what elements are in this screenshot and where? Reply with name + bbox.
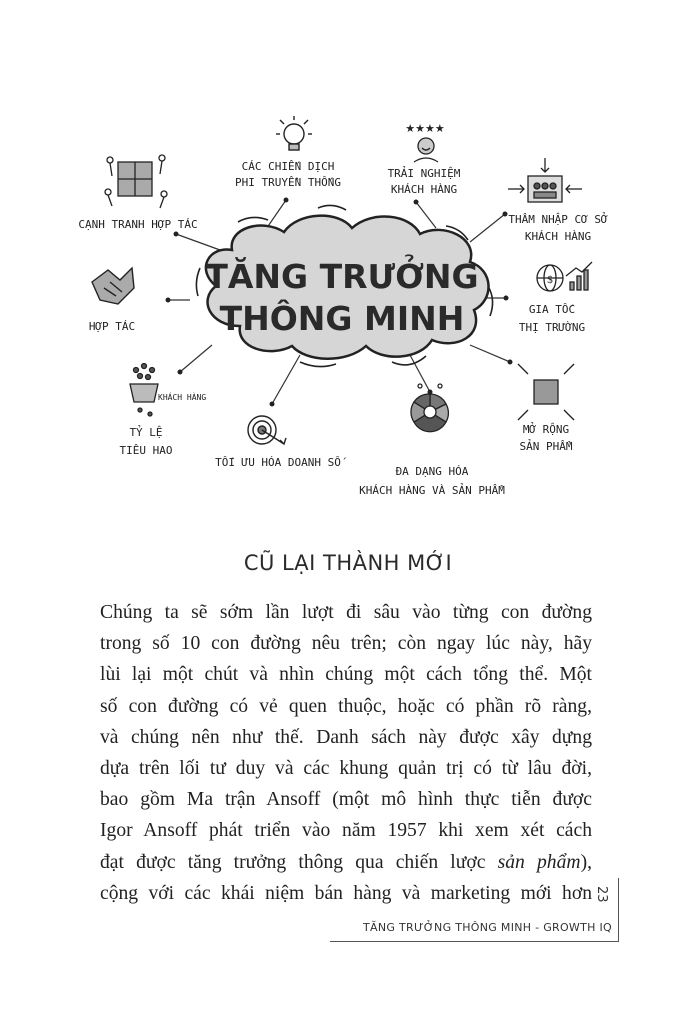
node-partnership: [89, 268, 135, 333]
target-icon: [248, 416, 286, 444]
node-penetration: [508, 158, 608, 243]
body-line: bao gồm Ma trận Ansoff (một mô hình thực tiễn được: [100, 789, 592, 811]
body-line-text: đạt được tăng trưởng thông qua chiến lược: [100, 851, 498, 873]
lightbulb-icon: [276, 116, 312, 150]
body-line: Igor Ansoff phát triển vào năm 1957 khi xem xét cách: [100, 820, 592, 842]
body-line: và chúng nên như thế. Danh sách này được xây dựng: [100, 726, 592, 748]
node-product-expansion: [518, 364, 574, 453]
partnership-label: HỢP TÁC: [88, 320, 136, 333]
node-acceleration: [519, 262, 592, 334]
diversification-label-1: ĐA DẠNG HÓA: [395, 465, 469, 478]
body-line: số con đường có vẻ quen thuộc, hoặc có phần rõ ràng,: [100, 695, 592, 717]
penetration-label-2: KHÁCH HÀNG: [524, 230, 592, 243]
campaigns-label-1: CÁC CHIẾN DỊCH: [241, 160, 335, 173]
body-line-text: ),: [580, 851, 592, 873]
svg-text:★★★★: ★★★★: [405, 123, 445, 135]
center-title-line1: TĂNG TRƯỞNG: [205, 257, 479, 296]
node-diversification: [359, 384, 505, 497]
expand-box-icon: [518, 364, 574, 420]
section-heading: CŨ LẠI THÀNH MỚI: [243, 551, 453, 575]
page-number: 23: [594, 886, 609, 903]
churn-label-2: TIÊU HAO: [119, 444, 173, 457]
node-competition: [78, 155, 197, 231]
leaking-bucket-icon: [130, 364, 158, 417]
body-line: [100, 847, 592, 878]
node-churn: [120, 364, 207, 458]
acceleration-label-2: THỊ TRƯỜNG: [518, 321, 586, 334]
penetration-label-1: THÂM NHẬP CƠ SỞ: [508, 213, 608, 226]
footer-rule-vertical: [618, 878, 619, 942]
campaigns-label-2: PHI TRUYỀN THỐNG: [235, 176, 341, 189]
product-expansion-label-2: SẢN PHẨM: [519, 440, 573, 453]
center-title-line2: THÔNG MINH: [219, 299, 465, 338]
node-campaigns: [235, 116, 341, 189]
sales-label: TỐI ƯU HÓA DOANH SỐ: [215, 456, 341, 469]
body-line: Chúng ta sẽ sớm lần lượt đi sâu vào từng con đường: [100, 602, 592, 623]
diversification-label-2: KHÁCH HÀNG VÀ SẢN PHẨM: [359, 484, 505, 497]
running-footer-title: TĂNG TRƯỞNG THÔNG MINH - GROWTH IQ: [363, 921, 612, 934]
emphasis-text: sản phẩm: [497, 851, 581, 873]
body-line: trong số 10 con đường nêu trên; còn ngay lúc này, hãy: [100, 633, 592, 655]
acceleration-label-1: GIA TỐC: [528, 303, 576, 316]
customer-base-icon: [508, 158, 582, 202]
footer-rule-horizontal: [330, 941, 619, 942]
node-sales: [215, 416, 347, 469]
puzzle-people-icon: [105, 155, 167, 208]
churn-tag: KHÁCH HÀNG: [158, 393, 207, 402]
body-line: cộng với các khái niệm bán hàng và marketing mới hơn: [100, 882, 592, 904]
handshake-icon: [92, 268, 134, 304]
globe-growth-icon: [537, 262, 592, 291]
body-line: dựa trên lối tư duy và các khung quản trị có từ lâu đời,: [100, 758, 592, 780]
churn-label-1: TỶ LỆ: [129, 426, 163, 439]
center-cloud: [196, 205, 492, 366]
experience-label-1: TRẢI NGHIỆM: [387, 167, 461, 180]
body-paragraph: [100, 597, 592, 909]
competition-label: CẠNH TRANH HỢP TÁC: [78, 218, 198, 231]
svg-text:$: $: [547, 274, 553, 286]
body-line: lùi lại một chút và nhìn chúng một cách tổng thể. Một: [100, 664, 592, 686]
node-experience: [388, 123, 461, 196]
experience-label-2: KHÁCH HÀNG: [390, 183, 458, 196]
product-expansion-label-1: MỞ RỘNG: [522, 423, 570, 436]
smiley-stars-icon: [405, 123, 445, 162]
